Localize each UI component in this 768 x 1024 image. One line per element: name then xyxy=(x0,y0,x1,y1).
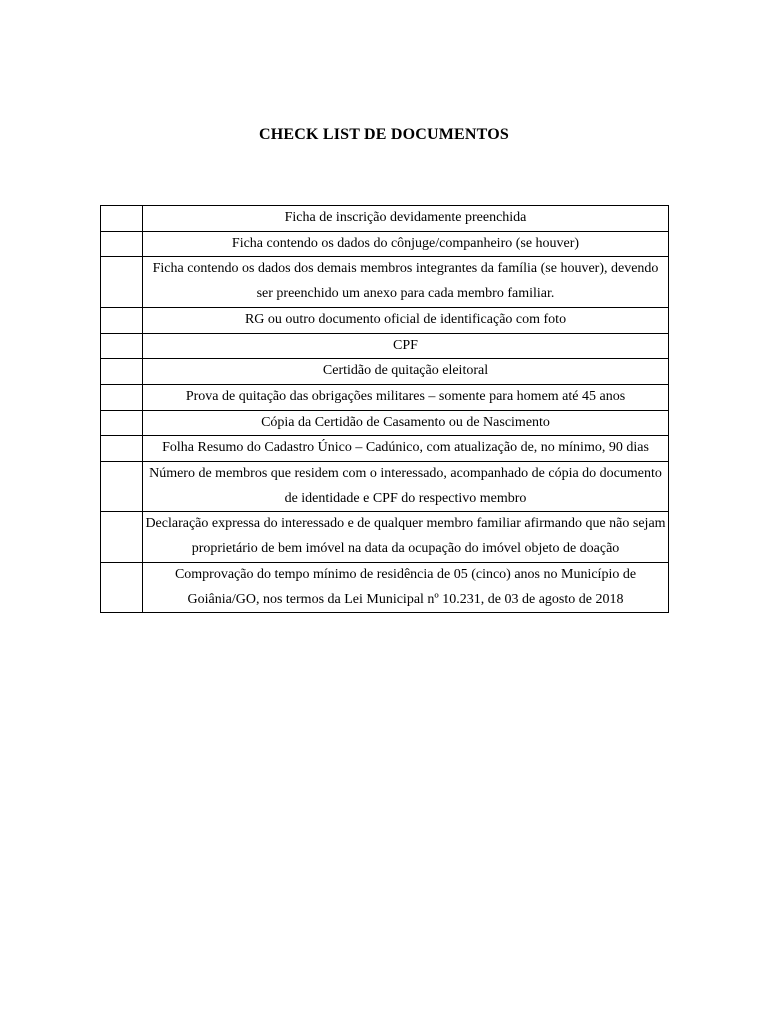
checkbox-cell[interactable] xyxy=(101,436,143,462)
checkbox-cell[interactable] xyxy=(101,257,143,307)
checklist-item-text: Cópia da Certidão de Casamento ou de Nascimento xyxy=(143,410,669,436)
checkbox-cell[interactable] xyxy=(101,231,143,257)
checklist-item-text: Número de membros que residem com o interessado, acompanhado de cópia do documento de identidade e CPF do respectivo membro xyxy=(143,462,669,512)
checklist-row xyxy=(101,384,669,410)
checklist-row xyxy=(101,307,669,333)
checkbox-cell[interactable] xyxy=(101,410,143,436)
checklist-item-text: Comprovação do tempo mínimo de residência de 05 (cinco) anos no Município de Goiânia/GO, nos termos da Lei Municipal nº 10.231, de 03 de agosto de 2018 xyxy=(143,562,669,612)
checklist-item-text: Prova de quitação das obrigações militares – somente para homem até 45 anos xyxy=(143,384,669,410)
checklist-item-text: CPF xyxy=(143,333,669,359)
checklist-row xyxy=(101,462,669,512)
checklist-item-text: Ficha de inscrição devidamente preenchida xyxy=(143,206,669,232)
checkbox-cell[interactable] xyxy=(101,359,143,385)
checkbox-cell[interactable] xyxy=(101,333,143,359)
checklist-row xyxy=(101,562,669,612)
checklist-row xyxy=(101,206,669,232)
checklist-item-text: Certidão de quitação eleitoral xyxy=(143,359,669,385)
checklist-item-text: Ficha contendo os dados dos demais membros integrantes da família (se houver), devendo ser preenchido um anexo para cada membro familiar. xyxy=(143,257,669,307)
checklist-row xyxy=(101,410,669,436)
checklist-row xyxy=(101,333,669,359)
checklist-item-text: Declaração expressa do interessado e de qualquer membro familiar afirmando que não sejam proprietário de bem imóvel na data da ocupação do imóvel objeto de doação xyxy=(143,512,669,562)
checklist-row xyxy=(101,231,669,257)
checkbox-cell[interactable] xyxy=(101,307,143,333)
checklist-row xyxy=(101,512,669,562)
checkbox-cell[interactable] xyxy=(101,384,143,410)
checkbox-cell[interactable] xyxy=(101,462,143,512)
checkbox-cell[interactable] xyxy=(101,512,143,562)
checklist-item-text: RG ou outro documento oficial de identificação com foto xyxy=(143,307,669,333)
checkbox-cell[interactable] xyxy=(101,562,143,612)
checklist-row xyxy=(101,257,669,307)
checklist-item-text: Ficha contendo os dados do cônjuge/companheiro (se houver) xyxy=(143,231,669,257)
checklist-table xyxy=(100,205,669,613)
checkbox-cell[interactable] xyxy=(101,206,143,232)
checklist-row xyxy=(101,436,669,462)
page-title: CHECK LIST DE DOCUMENTOS xyxy=(258,126,510,143)
checklist-row xyxy=(101,359,669,385)
checklist-item-text: Folha Resumo do Cadastro Único – Cadúnico, com atualização de, no mínimo, 90 dias xyxy=(143,436,669,462)
